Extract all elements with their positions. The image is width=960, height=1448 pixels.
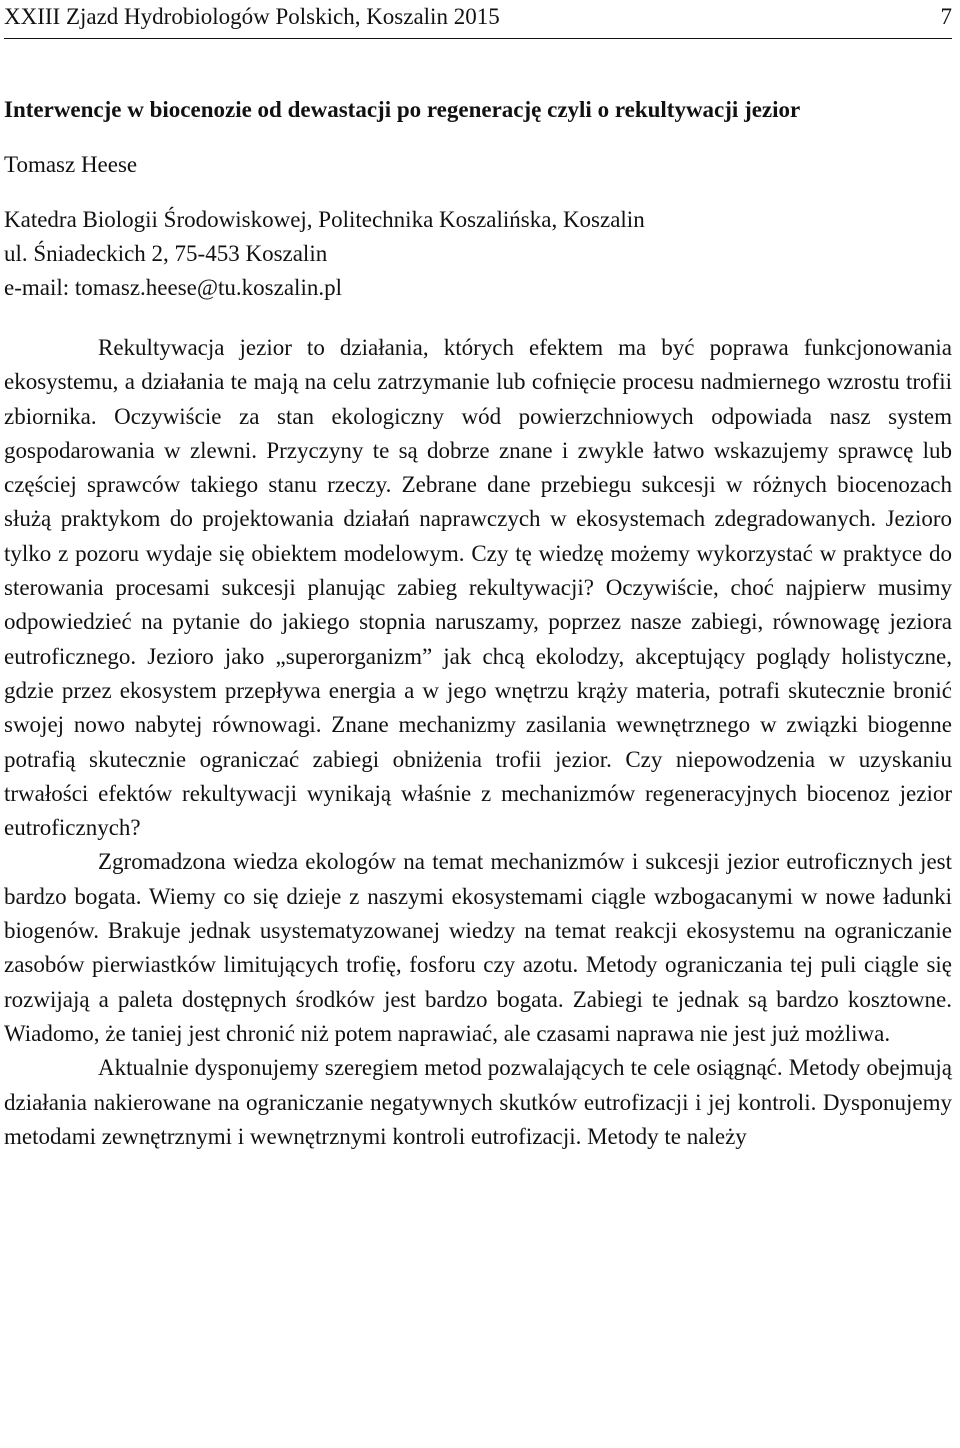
abstract-body	[4, 331, 952, 1154]
affiliation: Katedra Biologii Środowiskowej, Politechnika Koszalińska, Koszalin	[4, 207, 645, 232]
paragraph: Zgromadzona wiedza ekologów na temat mechanizmów i sukcesji jezior eutroficznych jest bardzo bogata. Wiemy co się dzieje z naszymi ekosystemami ciągle wzbogacanymi w nowe ładunki biogenów. Brakuje jednak usystematyzowanej wiedzy na temat reakcji ekosystemu na ograniczanie zasobów pierwiastków limitujących trofię, fosforu czy azotu. Metody ograniczania tej puli ciągle się rozwijają a paleta dostępnych środków jest bardzo bogata. Zabiegi te jednak są bardzo kosztowne. Wiadomo, że taniej jest chronić niż potem naprawiać, ale czasami naprawa nie jest już możliwa.	[4, 849, 952, 1046]
journal-title: XXIII Zjazd Hydrobiologów Polskich, Koszalin 2015	[4, 4, 500, 29]
page-number: 7	[940, 4, 952, 29]
article-title: Interwencje w biocenozie od dewastacji po regenerację czyli o rekultywacji jezior	[4, 97, 801, 122]
document-page	[4, 0, 952, 1154]
author-name: Tomasz Heese	[4, 152, 138, 177]
affiliation-block	[4, 203, 952, 305]
paragraph: Aktualnie dysponujemy szeregiem metod pozwalających te cele osiągnąć. Metody obejmują działania nakierowane na ograniczanie negatywnych skutków eutrofizacji i jej kontroli. Dysponujemy metodami zewnętrznymi i wewnętrznymi kontroli eutrofizacji. Metody te należy	[4, 1055, 952, 1149]
running-header	[4, 0, 952, 34]
header-rule	[4, 38, 952, 39]
paragraph: Rekultywacja jezior to działania, których efektem ma być poprawa funkcjonowania ekosystemu, a działania te mają na celu zatrzymanie lub cofnięcie procesu nadmiernego wzrostu trofii zbiornika. Oczywiście za stan ekologiczny wód powierzchniowych odpowiada nasz system gospodarowania w zlewni. Przyczyny te są dobrze znane i zwykle łatwo wskazujemy sprawcę lub częściej sprawców takiego stanu rzeczy. Zebrane dane przebiegu sukcesji w różnych biocenozach służą praktykom do projektowania działań naprawczych w ekosystemach zdegradowanych. Jezioro tylko z pozoru wydaje się obiektem modelowym. Czy tę wiedzę możemy wykorzystać w praktyce do sterowania procesami sukcesji planując zabieg rekultywacji? Oczywiście, choć najpierw musimy odpowiedzieć na pytanie do jakiego stopnia naruszamy, poprzez nasze zabiegi, równowagę jeziora eutroficznego. Jezioro jako „superorganizm” jak chcą ekolodzy, akceptujący poglądy holistyczne, gdzie przez ekosystem przepływa energia a w jego wnętrzu krąży materia, potrafi skutecznie bronić swojej nowo nabytej równowagi. Znane mechanizmy zasilania wewnętrznego w związki biogenne potrafią skutecznie ograniczać zabiegi obniżenia trofii jezior. Czy niepowodzenia w uzyskaniu trwałości efektów rekultywacji wynikają właśnie z mechanizmów regeneracyjnych biocenoz jezior eutroficznych?	[4, 335, 952, 841]
email: e-mail: tomasz.heese@tu.koszalin.pl	[4, 275, 342, 300]
address: ul. Śniadeckich 2, 75-453 Koszalin	[4, 241, 328, 266]
